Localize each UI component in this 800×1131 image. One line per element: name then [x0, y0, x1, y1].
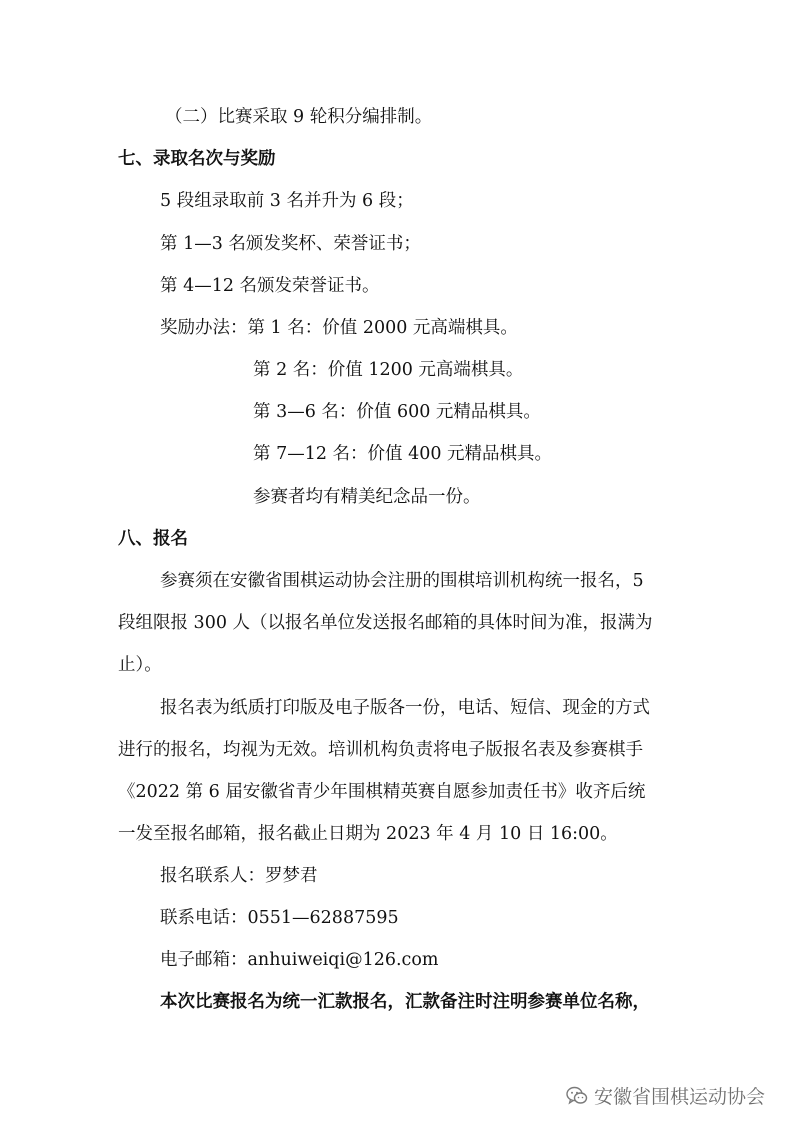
text-line: 5 段组录取前 3 名并升为 6 段； [160, 191, 414, 211]
text-line: 止）。 [118, 655, 162, 675]
watermark-text: 安徽省围棋运动协会 [594, 1086, 766, 1108]
text-line: 参赛者均有精美纪念品一份。 [253, 487, 481, 507]
text-line: 段组限报 300 人（以报名单位发送报名邮箱的具体时间为准，报满为 [118, 613, 653, 633]
contact-email: 电子邮箱：anhuiweiqi@126.com [160, 950, 439, 970]
text-line: 第 3—6 名：价值 600 元精品棋具。 [253, 402, 541, 422]
section-heading: 八、报名 [118, 529, 188, 549]
text-line: 报名表为纸质打印版及电子版各一份，电话、短信、现金的方式 [160, 698, 650, 718]
text-line-bold: 本次比赛报名为统一汇款报名，汇款备注时注明参赛单位名称， [160, 992, 650, 1012]
section-heading: 七、录取名次与奖励 [118, 149, 276, 169]
text-line: 《2022 第 6 届安徽省青少年围棋精英赛自愿参加责任书》收齐后统 [118, 782, 646, 802]
text-line: （二）比赛采取 9 轮积分编排制。 [165, 107, 433, 127]
contact-person: 报名联系人：罗梦君 [160, 866, 318, 886]
text-line: 第 7—12 名：价值 400 元精品棋具。 [253, 444, 553, 464]
text-line: 一发至报名邮箱，报名截止日期为 2023 年 4 月 10 日 16:00。 [118, 824, 618, 844]
account-watermark [566, 1082, 765, 1109]
text-line: 第 2 名：价值 1200 元高端棋具。 [253, 360, 524, 380]
contact-phone: 联系电话：0551—62887595 [160, 908, 399, 928]
text-line: 第 4—12 名颁发荣誉证书。 [160, 276, 380, 296]
text-line [160, 570, 680, 592]
text-line: 第 1—3 名颁发奖杯、荣誉证书； [160, 234, 421, 254]
text-line: 进行的报名，均视为无效。培训机构负责将电子版报名表及参赛棋手 [118, 740, 643, 760]
text-line: 奖励办法：第 1 名：价值 2000 元高端棋具。 [160, 318, 518, 338]
text-line: 参赛须在安徽省围棋运动协会注册的围棋培训机构统一报名，5 [160, 571, 644, 591]
wechat-icon [566, 1086, 588, 1106]
